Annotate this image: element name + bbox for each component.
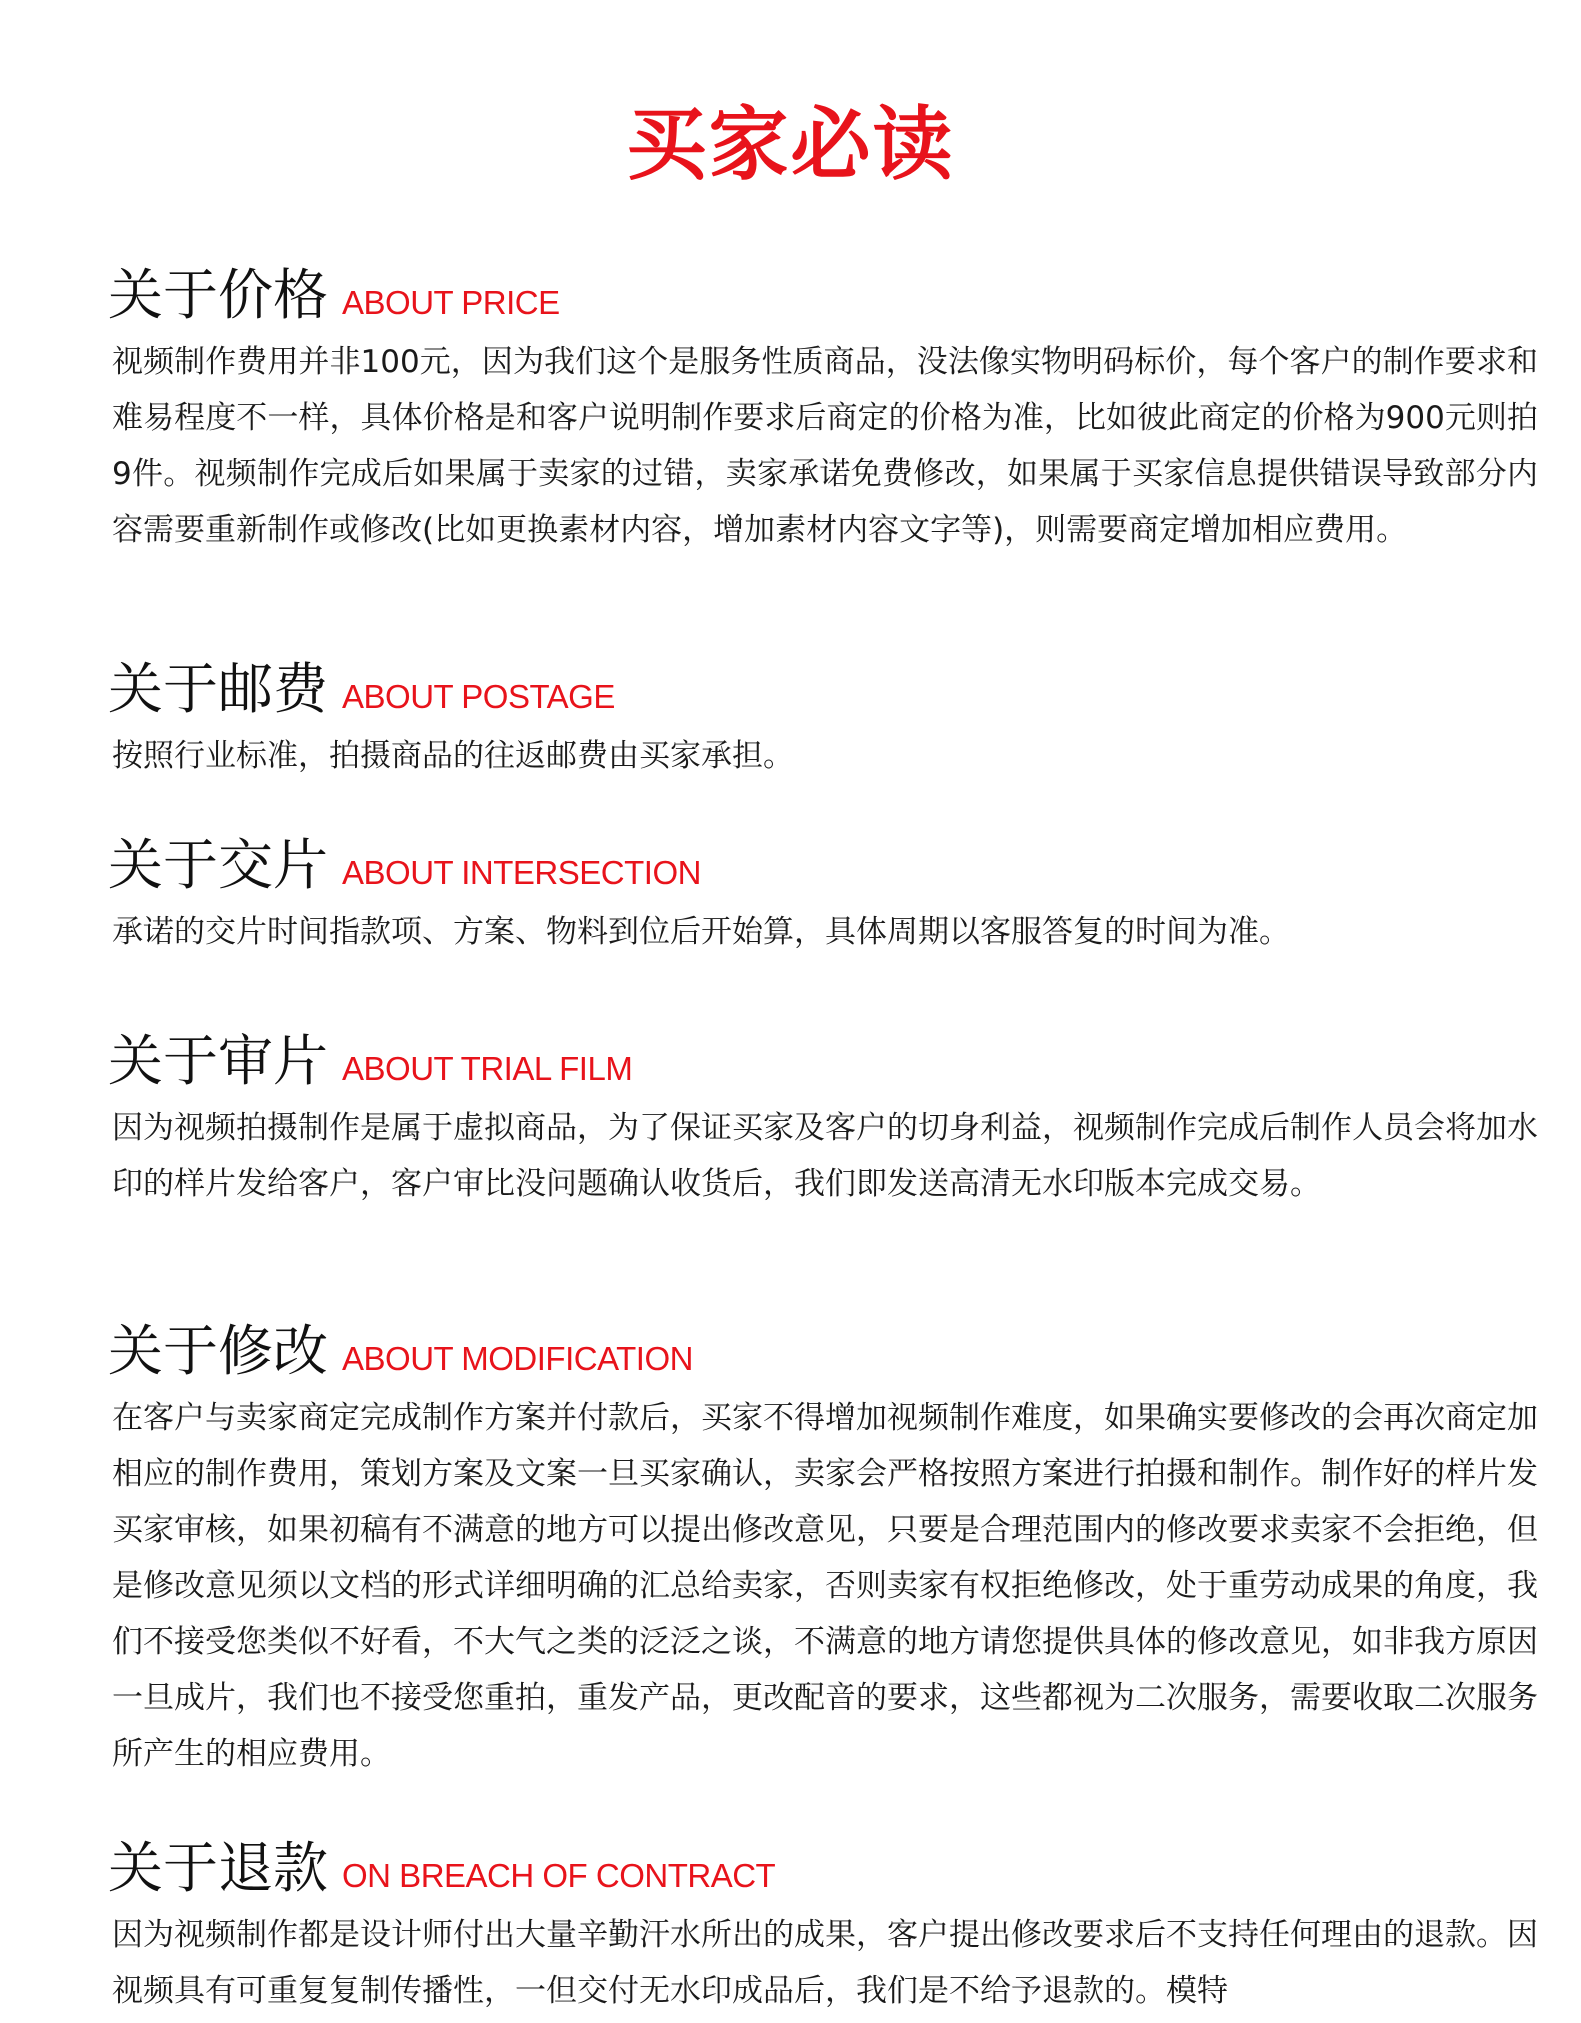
section-subtitle-en: ON BREACH OF CONTRACT <box>342 1857 776 1894</box>
section-header <box>108 1318 1538 1384</box>
section-body: 因为视频制作都是设计师付出大量辛勤汗水所出的成果，客户提出修改要求后不支持任何理由的退款。因视频具有可重复复制传播性，一但交付无水印成品后，我们是不给予退款的。模特 <box>112 1917 1538 2009</box>
section-about-modification <box>108 1318 1538 1782</box>
section-about-refund <box>108 1835 1538 2019</box>
section-about-review <box>108 1028 1538 1212</box>
section-subtitle-en: ABOUT MODIFICATION <box>342 1340 693 1377</box>
section-subtitle-en: ABOUT PRICE <box>342 284 560 321</box>
section-title: 关于交片 <box>108 833 329 897</box>
section-header <box>108 262 1538 328</box>
page-title: 买家必读 <box>626 98 955 191</box>
section-header <box>108 832 1538 898</box>
section-subtitle-en: ABOUT POSTAGE <box>342 678 615 715</box>
section-subtitle-en: ABOUT TRIAL FILM <box>342 1050 633 1087</box>
section-title: 关于审片 <box>108 1029 329 1093</box>
section-title: 关于退款 <box>108 1836 329 1900</box>
section-body: 按照行业标准，拍摄商品的往返邮费由买家承担。 <box>112 738 794 774</box>
section-body: 因为视频拍摄制作是属于虚拟商品，为了保证买家及客户的切身利益，视频制作完成后制作人员会将加水印的样片发给客户，客户审比没问题确认收货后，我们即发送高清无水印版本完成交易。 <box>112 1110 1538 1202</box>
section-about-delivery <box>108 832 1538 960</box>
section-header <box>108 1835 1538 1901</box>
section-subtitle-en: ABOUT INTERSECTION <box>342 854 701 891</box>
section-header <box>108 656 1538 722</box>
section-title: 关于邮费 <box>108 657 329 721</box>
section-body: 在客户与卖家商定完成制作方案并付款后，买家不得增加视频制作难度，如果确实要修改的会再次商定加相应的制作费用，策划方案及文案一旦买家确认，卖家会严格按照方案进行拍摄和制作。制作好的样片发买家审核，如果初稿有不满意的地方可以提出修改意见，只要是合理范围内的修改要求卖家不会拒绝，但是修改意见须以文档的形式详细明确的汇总给卖家，否则卖家有权拒绝修改，处于重劳动成果的角度，我们不接受您类似不好看，不大气之类的泛泛之谈，不满意的地方请您提供具体的修改意见，如非我方原因一旦成片，我们也不接受您重拍，重发产品，更改配音的要求，这些都视为二次服务，需要收取二次服务所产生的相应费用。 <box>112 1400 1538 1772</box>
section-body: 承诺的交片时间指款项、方案、物料到位后开始算，具体周期以客服答复的时间为准。 <box>112 914 1290 950</box>
section-about-price <box>108 262 1538 558</box>
section-body: 视频制作费用并非100元，因为我们这个是服务性质商品，没法像实物明码标价，每个客户的制作要求和难易程度不一样，具体价格是和客户说明制作要求后商定的价格为准，比如彼此商定的价格为900元则拍9件。视频制作完成后如果属于卖家的过错，卖家承诺免费修改，如果属于买家信息提供错误导致部分内容需要重新制作或修改(比如更换素材内容，增加素材内容文字等)，则需要商定增加相应费用。 <box>112 344 1538 548</box>
section-about-postage <box>108 656 1538 784</box>
section-title: 关于修改 <box>108 1319 329 1383</box>
section-title: 关于价格 <box>108 263 329 327</box>
section-header <box>108 1028 1538 1094</box>
